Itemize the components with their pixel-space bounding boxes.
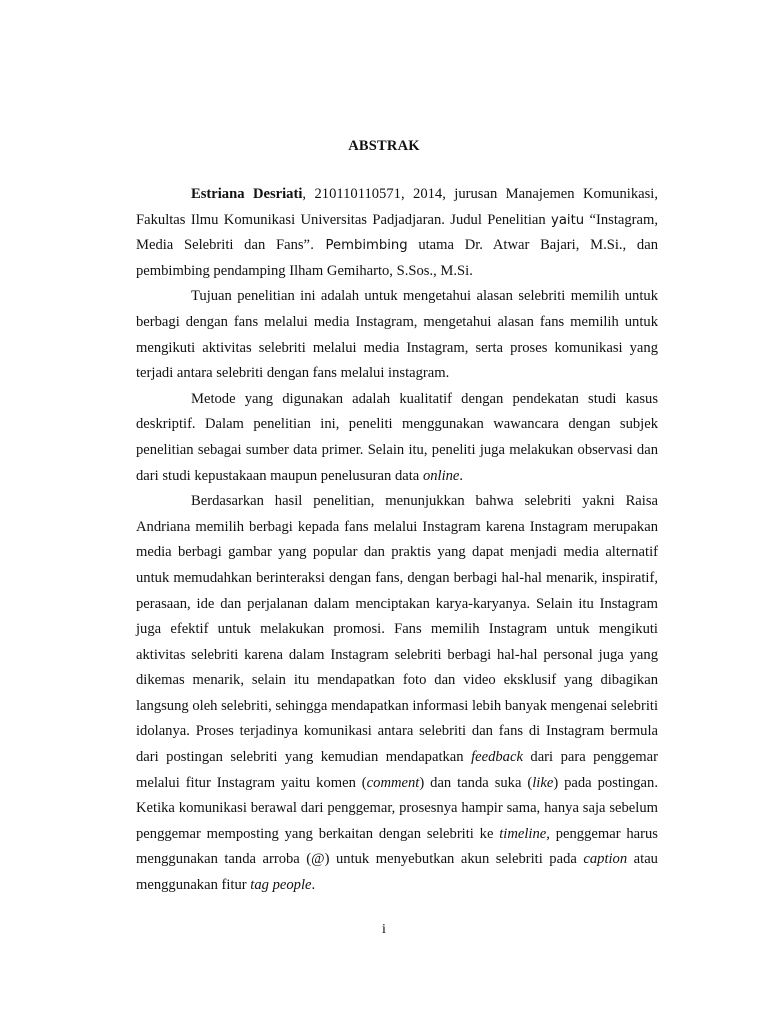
term-comment: comment bbox=[366, 774, 420, 791]
results-text-b: dari para penggemar melalui fitur Instagram yaitu komen ( bbox=[136, 749, 658, 791]
results-text-c: ) dan tanda suka ( bbox=[419, 774, 533, 791]
method-end: . bbox=[459, 467, 464, 484]
supervisors-text: utama Dr. Atwar Bajari, M.Si., dan pembimbing pendamping Ilham Gemiharto, S.Sos., M.Si. bbox=[136, 237, 658, 279]
thesis-title: “Instagram, Media Selebriti dan Fans” bbox=[136, 211, 658, 254]
identity-text: , 210110110571, 2014, jurusan Manajemen Komunikasi, Fakultas Ilmu Komunikasi Universitas Padjadjaran. Judul Penelitian bbox=[136, 186, 658, 228]
page-title: ABSTRAK bbox=[348, 138, 420, 154]
term-caption: caption bbox=[583, 851, 628, 868]
term-tag-people: tag people bbox=[250, 877, 312, 894]
results-text-f: atau menggunakan fitur bbox=[136, 851, 658, 894]
paragraph-method bbox=[136, 387, 658, 489]
results-text-e: penggemar harus menggunakan tanda arroba (@) untuk menyebutkan akun selebriti pada bbox=[136, 825, 658, 868]
word-pembimbing: Pembimbing bbox=[314, 238, 408, 254]
term-online: online bbox=[422, 467, 460, 484]
page-number: i bbox=[382, 922, 386, 937]
paragraph-results bbox=[136, 489, 658, 899]
term-like: like bbox=[532, 774, 554, 791]
word-yaitu: yaitu bbox=[551, 212, 585, 228]
paragraph-identity bbox=[136, 182, 658, 284]
abstract-body bbox=[136, 182, 658, 899]
results-text-d: ) pada postingan. Ketika komunikasi berawal dari penggemar, prosesnya hampir sama, hanya saja sebelum penggemar memposting yang berkaitan dengan selebriti ke bbox=[136, 774, 658, 842]
results-end: . bbox=[311, 877, 316, 894]
author-name: Estriana Desriati bbox=[191, 186, 303, 202]
method-text: Metode yang digunakan adalah kualitatif dengan pendekatan studi kasus deskriptif. Dalam penelitian ini, peneliti menggunakan wawancara dengan subjek penelitian sebagai sumber data primer. Selain itu, peneliti juga melakukan observasi dan dari studi kepustakaan maupun penelusuran data bbox=[136, 390, 658, 484]
results-text-a: Berdasarkan hasil penelitian, menunjukkan bahwa selebriti yakni Raisa Andriana memilih berbagi kepada fans melalui Instagram karena Instagram merupakan media berbagi gambar yang popular dan praktis yang dapat menjadi media alternatif untuk memudahkan berinteraksi dengan fans, dengan berbagi hal-hal menarik, inspiratif, perasaan, ide dan perjalanan dalam menciptakan karya-karyanya. Selain itu Instagram juga efektif untuk melakukan promosi. Fans memilih Instagram untuk mengikuti aktivitas selebriti karena dalam Instagram selebriti berbagi hal-hal personal juga yang dikemas menarik, selain itu mendapatkan foto dan video eksklusif yang dibagikan langsung oleh selebriti, sehingga mendapatkan informasi lebih banyak mengenai selebriti idolanya. Proses terjadinya komunikasi antara selebriti dan fans di Instagram bermula dari postingan selebriti yang kemudian mendapatkan bbox=[136, 493, 658, 766]
paragraph-objectives: Tujuan penelitian ini adalah untuk mengetahui alasan selebriti memilih untuk berbagi dengan fans melalui media Instagram, mengetahui alasan fans memilih untuk mengikuti aktivitas selebriti melalui media Instagram, serta proses komunikasi yang terjadi antara selebriti dengan fans melalui instagram. bbox=[136, 288, 658, 382]
term-timeline: timeline, bbox=[499, 825, 550, 842]
title-period: . bbox=[310, 238, 315, 254]
term-feedback: feedback bbox=[471, 749, 523, 766]
